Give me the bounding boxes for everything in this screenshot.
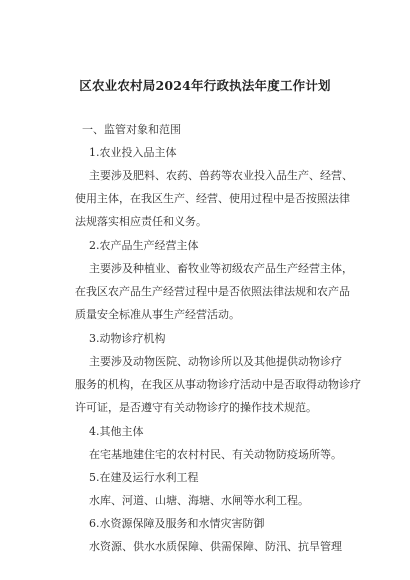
item-3-line-3: 许可证，是否遵守有关动物诊疗的操作技术规范。 bbox=[75, 401, 317, 414]
item-2-line-3: 质量安全标准从事生产经营活动。 bbox=[75, 308, 240, 321]
item-4-line-1: 在宅基地建住宅的农村村民、有关动物防疫场所等。 bbox=[89, 448, 342, 461]
item-heading-4: 4.其他主体 bbox=[89, 425, 144, 438]
item-1-line-1: 主要涉及肥料、农药、兽药等农业投入品生产、经营、 bbox=[89, 169, 353, 182]
item-1-line-3: 法规落实相应责任和义务。 bbox=[75, 215, 207, 228]
item-3-line-1: 主要涉及动物医院、动物诊所以及其他提供动物诊疗 bbox=[89, 355, 342, 368]
document-title: 区农业农村局2024年行政执法年度工作计划 bbox=[79, 78, 331, 93]
item-1-line-2: 使用主体，在我区生产、经营、使用过程中是否按照法律 bbox=[75, 192, 350, 205]
item-heading-3: 3.动物诊疗机构 bbox=[89, 332, 166, 345]
item-2-line-2: 在我区农产品生产经营过程中是否依照法律法规和农产品 bbox=[75, 285, 350, 298]
item-2-line-1: 主要涉及种植业、畜牧业等初级农产品生产经营主体， bbox=[89, 262, 353, 275]
item-heading-2: 2.农产品生产经营主体 bbox=[89, 239, 199, 252]
item-heading-6: 6.水资源保障及服务和水情灾害防御 bbox=[89, 517, 265, 530]
item-5-line-1: 水库、河道、山塘、海塘、水闸等水利工程。 bbox=[89, 494, 309, 507]
item-heading-5: 5.在建及运行水利工程 bbox=[89, 471, 199, 484]
item-heading-1: 1.农业投入品主体 bbox=[89, 146, 177, 159]
item-3-line-2: 服务的机构，在我区从事动物诊疗活动中是否取得动物诊疗 bbox=[75, 378, 361, 391]
section-heading: 一、监管对象和范围 bbox=[82, 123, 181, 136]
item-6-line-1: 水资源、供水水质保障、供需保障、防汛、抗旱管理 bbox=[89, 540, 342, 553]
